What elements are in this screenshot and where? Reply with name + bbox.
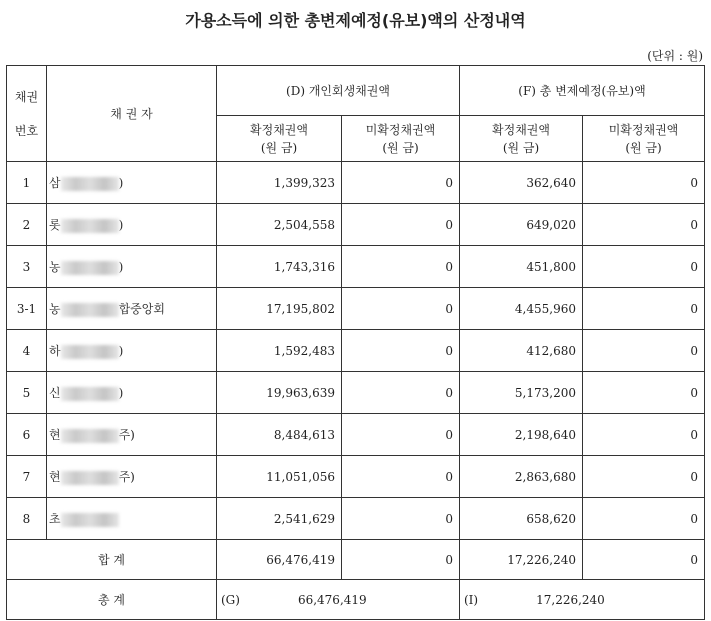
d-unconfirmed-amount: 0 xyxy=(342,330,460,372)
creditor-name xyxy=(47,204,217,246)
f-unconfirmed-amount: 0 xyxy=(583,288,705,330)
creditor-name-suffix: 주) xyxy=(118,470,135,484)
header-group-d: (D) 개인회생채권액 xyxy=(217,66,460,116)
creditor-name-suffix: 합중앙회 xyxy=(118,302,165,316)
creditor-name xyxy=(47,456,217,498)
total-g-value: 66,476,419 xyxy=(297,592,367,607)
header-f-confirmed-line1: 확정채권액 xyxy=(492,122,550,137)
f-confirmed-amount: 412,680 xyxy=(460,330,583,372)
table-row xyxy=(7,162,705,204)
total-i-tag: (I) xyxy=(464,592,479,607)
d-confirmed-amount: 11,051,056 xyxy=(217,456,342,498)
f-confirmed-amount: 658,620 xyxy=(460,498,583,540)
f-unconfirmed-amount: 0 xyxy=(583,498,705,540)
table-row xyxy=(7,372,705,414)
f-confirmed-amount: 362,640 xyxy=(460,162,583,204)
row-number: 1 xyxy=(7,162,47,204)
redacted-mask xyxy=(61,513,119,527)
header-d-confirmed-line2: (원 금) xyxy=(260,140,298,155)
table-row xyxy=(7,498,705,540)
redacted-mask xyxy=(61,261,119,275)
row-number: 3-1 xyxy=(7,288,47,330)
row-number: 7 xyxy=(7,456,47,498)
creditor-name-prefix: 초 xyxy=(49,512,61,526)
creditor-name-prefix: 농 xyxy=(49,260,61,274)
d-confirmed-amount: 1,399,323 xyxy=(217,162,342,204)
d-unconfirmed-amount: 0 xyxy=(342,498,460,540)
total-row xyxy=(7,580,705,620)
subtotal-label: 합 계 xyxy=(7,540,217,580)
creditor-name-suffix: ) xyxy=(118,218,124,232)
table-row xyxy=(7,414,705,456)
f-unconfirmed-amount: 0 xyxy=(583,246,705,288)
creditor-name-prefix: 롯 xyxy=(49,218,61,232)
subtotal-d-unconfirmed: 0 xyxy=(342,540,460,580)
table-row xyxy=(7,204,705,246)
total-label: 총 계 xyxy=(7,580,217,620)
repayment-table xyxy=(6,65,705,620)
document-title: 가용소득에 의한 총변제예정(유보)액의 산정내역 xyxy=(185,11,526,30)
creditor-name xyxy=(47,162,217,204)
creditor-name xyxy=(47,246,217,288)
row-number: 4 xyxy=(7,330,47,372)
creditor-name-prefix: 현 xyxy=(49,428,61,442)
creditor-name xyxy=(47,372,217,414)
redacted-mask xyxy=(61,219,119,233)
header-f-unconfirmed-line1: 미확정채권액 xyxy=(608,122,679,137)
row-number: 3 xyxy=(7,246,47,288)
subtotal-f-confirmed: 17,226,240 xyxy=(460,540,583,580)
d-confirmed-amount: 1,592,483 xyxy=(217,330,342,372)
row-number: 2 xyxy=(7,204,47,246)
d-unconfirmed-amount: 0 xyxy=(342,414,460,456)
header-d-unconfirmed xyxy=(342,116,460,162)
redacted-mask xyxy=(61,471,119,485)
creditor-name xyxy=(47,414,217,456)
header-d-unconfirmed-line1: 미확정채권액 xyxy=(365,122,436,137)
creditor-name xyxy=(47,330,217,372)
d-confirmed-amount: 17,195,802 xyxy=(217,288,342,330)
redacted-mask xyxy=(61,429,119,443)
d-unconfirmed-amount: 0 xyxy=(342,288,460,330)
d-unconfirmed-amount: 0 xyxy=(342,204,460,246)
header-f-confirmed-line2: (원 금) xyxy=(502,140,540,155)
subtotal-d-confirmed: 66,476,419 xyxy=(217,540,342,580)
f-confirmed-amount: 5,173,200 xyxy=(460,372,583,414)
f-unconfirmed-amount: 0 xyxy=(583,162,705,204)
d-confirmed-amount: 8,484,613 xyxy=(217,414,342,456)
total-g-cell xyxy=(217,580,460,620)
row-number: 5 xyxy=(7,372,47,414)
creditor-name xyxy=(47,288,217,330)
creditor-name-suffix: ) xyxy=(118,344,124,358)
f-unconfirmed-amount: 0 xyxy=(583,330,705,372)
redacted-mask xyxy=(61,177,119,191)
creditor-name-suffix: 주) xyxy=(118,428,135,442)
creditor-name xyxy=(47,498,217,540)
f-confirmed-amount: 4,455,960 xyxy=(460,288,583,330)
d-confirmed-amount: 1,743,316 xyxy=(217,246,342,288)
header-d-unconfirmed-line2: (원 금) xyxy=(382,140,419,155)
table-row xyxy=(7,456,705,498)
table-row xyxy=(7,330,705,372)
f-confirmed-amount: 649,020 xyxy=(460,204,583,246)
header-d-confirmed-line1: 확정채권액 xyxy=(250,122,308,137)
f-unconfirmed-amount: 0 xyxy=(583,414,705,456)
creditor-name-prefix: 하 xyxy=(49,344,61,358)
header-d-confirmed xyxy=(217,116,342,162)
subtotal-row xyxy=(7,540,705,580)
d-unconfirmed-amount: 0 xyxy=(342,246,460,288)
f-unconfirmed-amount: 0 xyxy=(583,372,705,414)
creditor-name-suffix: ) xyxy=(118,260,124,274)
f-unconfirmed-amount: 0 xyxy=(583,456,705,498)
f-confirmed-amount: 2,863,680 xyxy=(460,456,583,498)
total-i-cell xyxy=(460,580,705,620)
header-f-unconfirmed xyxy=(583,116,705,162)
table-row xyxy=(7,246,705,288)
d-confirmed-amount: 19,963,639 xyxy=(217,372,342,414)
row-number: 6 xyxy=(7,414,47,456)
header-group-f: (F) 총 변제예정(유보)액 xyxy=(460,66,705,116)
header-number-line1: 채권 xyxy=(14,89,39,104)
f-unconfirmed-amount: 0 xyxy=(583,204,705,246)
table-row xyxy=(7,288,705,330)
d-confirmed-amount: 2,541,629 xyxy=(217,498,342,540)
header-row-1 xyxy=(7,66,705,116)
redacted-mask xyxy=(61,345,119,359)
header-number xyxy=(7,66,47,162)
total-g-tag: (G) xyxy=(221,592,240,607)
f-confirmed-amount: 451,800 xyxy=(460,246,583,288)
creditor-name-prefix: 농 xyxy=(49,302,61,316)
row-number: 8 xyxy=(7,498,47,540)
header-creditor: 채 권 자 xyxy=(47,66,217,162)
f-confirmed-amount: 2,198,640 xyxy=(460,414,583,456)
redacted-mask xyxy=(61,387,119,401)
creditor-name-suffix: ) xyxy=(118,386,124,400)
d-unconfirmed-amount: 0 xyxy=(342,456,460,498)
d-unconfirmed-amount: 0 xyxy=(342,372,460,414)
creditor-name-prefix: 현 xyxy=(49,470,61,484)
d-confirmed-amount: 2,504,558 xyxy=(217,204,342,246)
total-i-value: 17,226,240 xyxy=(536,592,605,607)
creditor-name-prefix: 신 xyxy=(49,386,61,400)
header-f-unconfirmed-line2: (원 금) xyxy=(625,140,662,155)
creditor-name-suffix: ) xyxy=(118,176,124,190)
redacted-mask xyxy=(61,303,119,317)
header-f-confirmed xyxy=(460,116,583,162)
header-number-line2: 번호 xyxy=(14,123,39,138)
creditor-name-prefix: 삼 xyxy=(49,176,61,190)
subtotal-f-unconfirmed: 0 xyxy=(583,540,705,580)
unit-label: (단위 : 원) xyxy=(647,49,703,63)
d-unconfirmed-amount: 0 xyxy=(342,162,460,204)
